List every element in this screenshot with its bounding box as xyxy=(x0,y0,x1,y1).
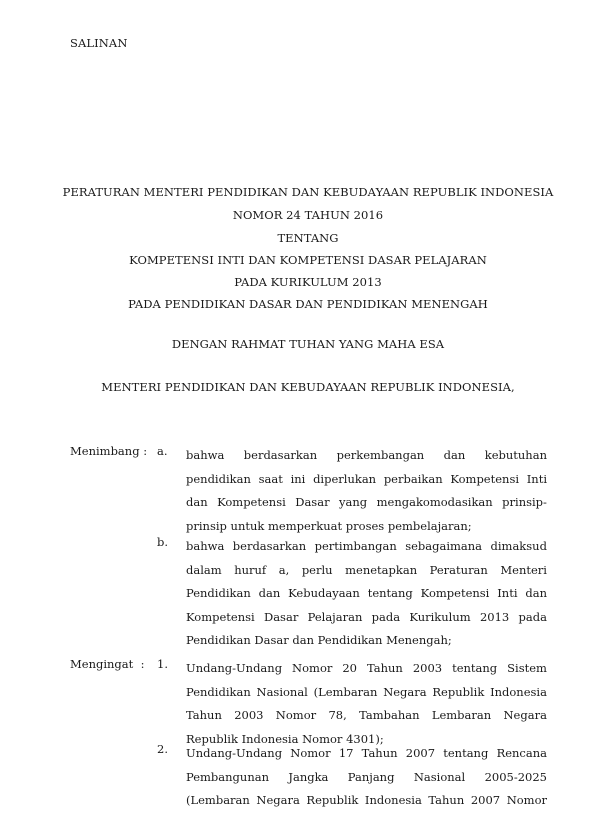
item-text xyxy=(186,444,547,538)
word: prinsip- xyxy=(502,495,547,510)
word: Dasar xyxy=(263,609,299,624)
word: Undang-Undang xyxy=(186,661,283,675)
text-line: Pendidikan Dasar dan Pendidikan Menengah; xyxy=(186,633,452,648)
word: Nomor xyxy=(275,708,317,723)
word: berdasarkan xyxy=(243,448,318,462)
item-marker: 1. xyxy=(157,657,168,671)
word: pendidikan xyxy=(186,471,251,486)
word: (Lembaran xyxy=(186,793,250,808)
word: Nomor xyxy=(290,746,331,760)
invocation: DENGAN RAHMAT TUHAN YANG MAHA ESA xyxy=(171,337,445,351)
word: Tahun xyxy=(186,708,222,723)
word: Tahun xyxy=(366,661,403,675)
word: berdasarkan xyxy=(232,539,307,553)
word: 20 xyxy=(342,661,357,675)
word: pada xyxy=(518,609,547,624)
word: Indonesia xyxy=(490,684,547,699)
text-line: prinsip untuk memperkuat proses pembelajaran; xyxy=(186,518,472,533)
title-line-curriculum: PADA KURIKULUM 2013 xyxy=(234,275,382,289)
word: 2007 xyxy=(470,793,501,808)
text-line xyxy=(186,789,547,813)
word: diperlukan xyxy=(313,471,377,486)
text-line xyxy=(186,606,547,630)
word: Negara xyxy=(503,708,547,723)
word: dan xyxy=(443,448,466,462)
word: ini xyxy=(290,471,306,486)
word: Tahun xyxy=(361,746,398,760)
word: Inti xyxy=(497,586,518,601)
title-line-number: NOMOR 24 TAHUN 2016 xyxy=(232,208,384,222)
word: bahwa xyxy=(186,448,225,462)
word: Panjang xyxy=(347,769,395,784)
salinan-stamp: SALINAN xyxy=(70,36,128,50)
word: dalam xyxy=(186,562,222,577)
text-line xyxy=(186,535,547,559)
word: Kompetensi xyxy=(450,471,520,486)
authority: MENTERI PENDIDIKAN DAN KEBUDAYAAN REPUBLIK INDONESIA, xyxy=(101,380,515,394)
word: Rencana xyxy=(496,746,547,760)
word: Kompetensi xyxy=(420,586,490,601)
text-line: Republik Indonesia Nomor 4301); xyxy=(186,731,384,746)
word: tentang xyxy=(443,746,489,760)
item-marker: 2. xyxy=(157,742,168,756)
word: Peraturan xyxy=(429,562,488,577)
text-line xyxy=(186,704,547,728)
text-line xyxy=(186,766,547,790)
word: 2003 xyxy=(234,708,264,723)
word: sebagaimana xyxy=(405,539,483,553)
word: Pelajaran xyxy=(307,609,363,624)
word: pertimbangan xyxy=(314,539,397,553)
word: menetapkan xyxy=(345,562,418,577)
word: Dasar xyxy=(295,495,330,510)
text-line xyxy=(186,468,547,492)
word: Nasional xyxy=(256,684,308,699)
item-text xyxy=(186,742,547,813)
word: (Lembaran xyxy=(313,684,378,699)
word: Menteri xyxy=(500,562,547,577)
text-line xyxy=(186,444,547,468)
word: Nomor xyxy=(292,661,333,675)
word: pada xyxy=(371,609,401,624)
word: dimaksud xyxy=(490,539,547,553)
item-marker: a. xyxy=(157,444,168,458)
word: Negara xyxy=(256,793,300,808)
word: a, xyxy=(278,562,290,577)
text-line xyxy=(186,742,547,766)
word: Republik xyxy=(306,793,359,808)
word: mengakomodasikan xyxy=(376,495,493,510)
word: Pendidikan xyxy=(186,684,251,699)
word: saat xyxy=(258,471,283,486)
text-line xyxy=(186,559,547,583)
word: Inti xyxy=(526,471,547,486)
word: 2007 xyxy=(405,746,436,760)
word: 78, xyxy=(328,708,347,723)
word: huruf xyxy=(234,562,267,577)
word: Tambahan xyxy=(359,708,420,723)
word: Nomor xyxy=(506,793,547,808)
item-text xyxy=(186,535,547,653)
word: Nasional xyxy=(413,769,466,784)
word: dan xyxy=(525,586,547,601)
word: Kompetensi xyxy=(217,495,286,510)
text-line xyxy=(186,657,547,681)
title-line-about: TENTANG xyxy=(277,231,339,245)
word: Negara xyxy=(383,684,427,699)
word: yang xyxy=(339,495,368,510)
word: Kompetensi xyxy=(186,609,255,624)
mengingat-label: Mengingat : xyxy=(70,657,145,671)
word: kebutuhan xyxy=(484,448,547,462)
word: dan xyxy=(258,586,281,601)
word: Indonesia xyxy=(364,793,422,808)
word: Undang-Undang xyxy=(186,746,283,760)
word: Pendidikan xyxy=(186,586,251,601)
word: Kebudayaan xyxy=(288,586,360,601)
word: Kurikulum xyxy=(409,609,471,624)
word: tentang xyxy=(367,586,413,601)
title-line-regulation: PERATURAN MENTERI PENDIDIKAN DAN KEBUDAYAAN REPUBLIK INDONESIA xyxy=(62,185,554,199)
word: tentang xyxy=(452,661,498,675)
word: 2003 xyxy=(412,661,443,675)
word: perlu xyxy=(301,562,333,577)
word: perkembangan xyxy=(336,448,425,462)
title-line-education-level: PADA PENDIDIKAN DASAR DAN PENDIDIKAN MENENGAH xyxy=(128,297,488,311)
text-line xyxy=(186,681,547,705)
word: perbaikan xyxy=(383,471,443,486)
word: 2013 xyxy=(479,609,510,624)
word: Lembaran xyxy=(431,708,492,723)
word: Sistem xyxy=(507,661,547,675)
word: Pembangunan xyxy=(186,769,269,784)
word: Tahun xyxy=(428,793,465,808)
word: dan xyxy=(186,495,208,510)
word: 17 xyxy=(338,746,354,760)
word: Republik xyxy=(432,684,485,699)
title-line-subject: KOMPETENSI INTI DAN KOMPETENSI DASAR PELAJARAN xyxy=(129,253,487,267)
word: 2005-2025 xyxy=(484,769,547,784)
item-marker: b. xyxy=(157,535,169,549)
text-line xyxy=(186,582,547,606)
menimbang-label: Menimbang : xyxy=(70,444,148,458)
text-line xyxy=(186,491,547,515)
word: Jangka xyxy=(288,769,329,784)
item-text xyxy=(186,657,547,751)
word: bahwa xyxy=(186,539,225,553)
